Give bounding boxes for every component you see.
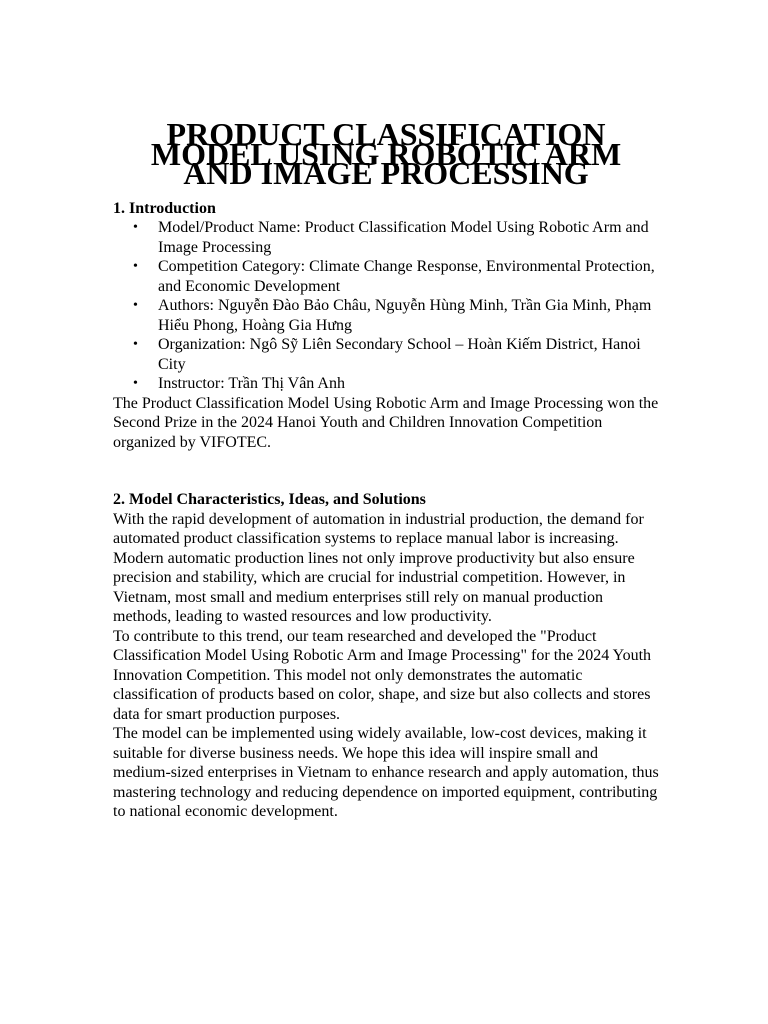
list-item (133, 296, 659, 335)
list-item (133, 335, 659, 374)
body-paragraph: The model can be implemented using widely available, low-cost devices, making it suitable for diverse business needs. We hope this idea will inspire small and medium-sized enterprises in Vietnam to enhance research and apply automation, thus mastering technology and reducing dependence on imported equipment, contributing to national economic development. (113, 725, 659, 820)
section-heading-introduction: 1. Introduction (113, 199, 216, 217)
list-item-text: Authors: Nguyễn Đào Bảo Châu, Nguyễn Hùng Minh, Trần Gia Minh, Phạm Hiểu Phong, Hoàng Gia Hưng (158, 297, 652, 334)
body-paragraph: With the rapid development of automation in industrial production, the demand for automated product classification systems to replace manual labor is increasing. Modern automatic production lines not only improve productivity but also ensure precision and stability, which are crucial for industrial competition. However, in Vietnam, most small and medium enterprises still rely on manual production methods, leading to wasted resources and low productivity. (113, 510, 644, 625)
list-item-text: Model/Product Name: Product Classification Model Using Robotic Arm and Image Processing (158, 219, 649, 256)
list-item (133, 374, 659, 394)
list-item (133, 218, 659, 257)
section-heading-characteristics: 2. Model Characteristics, Ideas, and Solutions (113, 491, 426, 508)
introduction-summary: The Product Classification Model Using Robotic Arm and Image Processing won the Second Prize in the 2024 Hanoi Youth and Children Innovation Competition organized by VIFOTEC. (113, 394, 659, 451)
bullet-icon: • (133, 298, 138, 313)
list-item-text: Competition Category: Climate Change Response, Environmental Protection, and Economic Development (158, 258, 655, 295)
bullet-icon: • (133, 220, 138, 235)
introduction-list (113, 218, 659, 394)
document-page (113, 116, 659, 822)
list-item (133, 257, 659, 296)
list-item-text: Organization: Ngô Sỹ Liên Secondary School – Hoàn Kiếm District, Hanoi City (158, 336, 641, 373)
document-title: PRODUCT CLASSIFICATION MODEL USING ROBOTIC ARM AND IMAGE PROCESSING (150, 116, 622, 191)
bullet-icon: • (133, 376, 138, 391)
list-item-text: Instructor: Trần Thị Vân Anh (158, 375, 345, 392)
bullet-icon: • (133, 259, 138, 274)
bullet-icon: • (133, 337, 138, 352)
body-paragraph: To contribute to this trend, our team researched and developed the "Product Classification Model Using Robotic Arm and Image Processing" for the 2024 Youth Innovation Competition. This model not only demonstrates the automatic classification of products based on color, shape, and size but also collects and stores data for smart production purposes. (113, 627, 652, 723)
